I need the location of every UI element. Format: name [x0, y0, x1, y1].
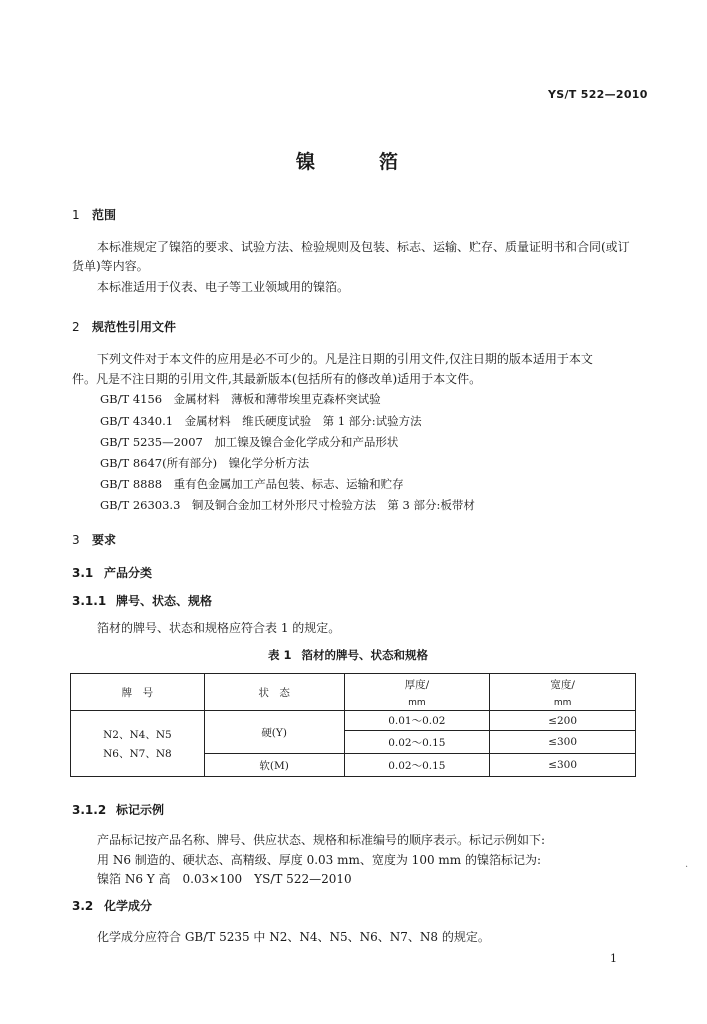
section-title: 规范性引用文件: [92, 320, 177, 334]
section-number: 3.1.2: [72, 803, 107, 817]
document-title: 镍箔: [296, 151, 463, 173]
thickness-cell: 0.02～0.15: [344, 731, 490, 754]
paragraph: 化学成分应符合 GB/T 5235 中 N2、N4、N5、N6、N7、N8 的规定。: [97, 930, 490, 944]
page-number: 1: [610, 952, 617, 965]
grade-line: N6、N7、N8: [103, 747, 172, 760]
section-title: 要求: [92, 533, 117, 547]
width-cell: ≤300: [490, 731, 636, 754]
header-width: [490, 674, 636, 711]
reference-item: GB/T 26303.3 铜及铜合金加工材外形尺寸检验方法 第 3 部分:板带材: [100, 498, 475, 512]
reference-item: GB/T 8647(所有部分) 镍化学分析方法: [100, 456, 310, 470]
width-cell: ≤300: [490, 754, 636, 777]
paragraph: 箔材的牌号、状态和规格应符合表 1 的规定。: [97, 621, 341, 635]
section-3-1-2-heading: [72, 801, 164, 818]
paragraph: 下列文件对于本文件的应用是必不可少的。凡是注日期的引用文件,仅注日期的版本适用于本文: [97, 352, 593, 366]
section-title: 产品分类: [104, 566, 153, 580]
state-cell: 软(M): [204, 754, 344, 777]
section-number: 3.1.1: [72, 594, 107, 608]
table-caption: [268, 647, 428, 663]
grade-cell: [71, 711, 205, 777]
section-title: 牌号、状态、规格: [116, 594, 213, 608]
header-thickness: [344, 674, 490, 711]
section-number: 2: [72, 320, 80, 334]
section-title: 化学成分: [104, 899, 153, 913]
table-title: 箔材的牌号、状态和规格: [301, 648, 429, 662]
width-cell: ≤200: [490, 711, 636, 731]
marking-example: 镍箔 N6 Y 高 0.03×100 YS/T 522—2010: [97, 872, 352, 886]
section-2-heading: [72, 318, 176, 335]
section-number: 3.2: [72, 899, 94, 913]
section-number: 1: [72, 208, 80, 222]
section-number: 3: [72, 533, 80, 547]
paragraph: 本标准适用于仪表、电子等工业领域用的镍箔。: [97, 280, 350, 294]
section-title: 范围: [92, 208, 117, 222]
section-number: 3.1: [72, 566, 94, 580]
table-row: [71, 711, 636, 731]
reference-item: GB/T 8888 重有色金属加工产品包装、标志、运输和贮存: [100, 477, 404, 491]
header-state: 状 态: [204, 674, 344, 711]
section-3-1-1-heading: [72, 592, 212, 609]
section-title: 标记示例: [116, 803, 165, 817]
header-thickness-label: 厚度/: [404, 678, 430, 691]
scan-speck: ·: [685, 862, 689, 873]
header-grade: 牌 号: [71, 674, 205, 711]
header-width-unit: mm: [553, 697, 572, 708]
thickness-cell: 0.01～0.02: [344, 711, 490, 731]
paragraph: 货单)等内容。: [72, 259, 149, 273]
thickness-cell: 0.02～0.15: [344, 754, 490, 777]
paragraph: 件。凡是不注日期的引用文件,其最新版本(包括所有的修改单)适用于本文件。: [72, 372, 482, 386]
header-width-label: 宽度/: [550, 678, 575, 691]
grade-line: N2、N4、N5: [103, 728, 172, 741]
header-thickness-unit: mm: [408, 697, 426, 708]
reference-item: GB/T 4340.1 金属材料 维氏硬度试验 第 1 部分:试验方法: [100, 414, 422, 428]
table-header-row: [71, 674, 636, 711]
table-number: 表 1: [268, 648, 292, 662]
reference-item: GB/T 5235—2007 加工镍及镍合金化学成分和产品形状: [100, 435, 399, 449]
section-3-2-heading: [72, 897, 152, 914]
standard-code: YS/T 522—2010: [548, 88, 648, 101]
reference-item: GB/T 4156 金属材料 薄板和薄带埃里克森杯突试验: [100, 392, 381, 406]
spec-table: [70, 673, 636, 777]
paragraph: 本标准规定了镍箔的要求、试验方法、检验规则及包装、标志、运输、贮存、质量证明书和合同(或订: [97, 240, 630, 254]
section-3-heading: [72, 531, 116, 548]
paragraph: 用 N6 制造的、硬状态、高精级、厚度 0.03 mm、宽度为 100 mm 的镍箔标记为:: [97, 853, 542, 867]
section-1-heading: [72, 206, 116, 223]
section-3-1-heading: [72, 564, 152, 581]
paragraph: 产品标记按产品名称、牌号、供应状态、规格和标准编号的顺序表示。标记示例如下:: [97, 833, 546, 847]
state-cell: 硬(Y): [204, 711, 344, 754]
